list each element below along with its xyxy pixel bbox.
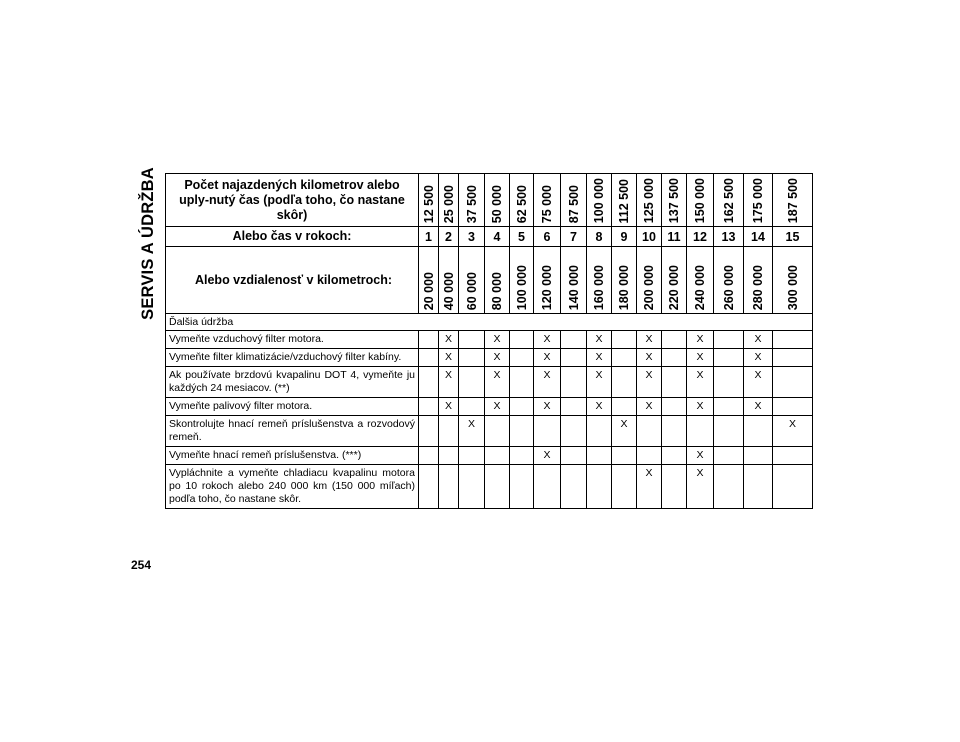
interval-mark-cell: [714, 465, 744, 509]
year-cell: 13: [714, 227, 744, 247]
interval-mark-cell: [561, 367, 587, 398]
page-number: 254: [131, 558, 152, 572]
interval-mark-cell: [510, 416, 534, 447]
km-header-cell: [773, 247, 813, 314]
table-row: [166, 331, 813, 349]
interval-mark-cell: [419, 465, 439, 509]
interval-mark-cell: [510, 367, 534, 398]
mileage-header-cell: [459, 174, 485, 227]
interval-mark-cell: [612, 398, 637, 416]
interval-mark-cell: [714, 331, 744, 349]
interval-mark-cell: [459, 465, 485, 509]
interval-mark-cell: [459, 367, 485, 398]
km-header-cell: [439, 247, 459, 314]
interval-mark-cell: [419, 416, 439, 447]
interval-mark-cell: [419, 398, 439, 416]
interval-mark-cell: [612, 331, 637, 349]
interval-mark-cell: [587, 447, 612, 465]
km-row: [166, 247, 813, 314]
interval-mark-cell: [662, 331, 687, 349]
interval-mark-cell: [612, 447, 637, 465]
interval-mark-cell: X: [534, 447, 561, 465]
km-value: 220 000: [667, 264, 681, 310]
mileage-value: 37 500: [464, 184, 479, 223]
km-value: 280 000: [751, 264, 765, 310]
mileage-header-cell: [687, 174, 714, 227]
task-description: Vymeňte hnací remeň príslušenstva. (***): [166, 447, 419, 465]
mileage-header-cell: [510, 174, 534, 227]
interval-mark-cell: [439, 465, 459, 509]
interval-mark-cell: [773, 349, 813, 367]
interval-mark-cell: X: [587, 331, 612, 349]
year-cell: 3: [459, 227, 485, 247]
interval-mark-cell: [510, 447, 534, 465]
km-label: Alebo vzdialenosť v kilometroch:: [166, 247, 419, 314]
interval-mark-cell: [561, 465, 587, 509]
side-title-text: SERVIS A ÚDRŽBA: [138, 166, 157, 320]
task-description: Skontrolujte hnací remeň príslušenstva a rozvodový remeň.: [166, 416, 419, 447]
interval-mark-cell: [773, 367, 813, 398]
km-value: 180 000: [617, 264, 631, 310]
interval-mark-cell: X: [637, 331, 662, 349]
km-header-cell: [714, 247, 744, 314]
year-cell: 8: [587, 227, 612, 247]
task-description: Vymeňte vzduchový filter motora.: [166, 331, 419, 349]
year-cell: 5: [510, 227, 534, 247]
interval-mark-cell: [714, 447, 744, 465]
interval-mark-cell: X: [485, 331, 510, 349]
mileage-value: 50 000: [490, 184, 504, 223]
mileage-value: 125 000: [642, 177, 656, 223]
year-cell: 6: [534, 227, 561, 247]
interval-mark-cell: [439, 416, 459, 447]
table-row: [166, 349, 813, 367]
table-row: [166, 416, 813, 447]
interval-mark-cell: X: [587, 398, 612, 416]
interval-mark-cell: [714, 398, 744, 416]
interval-mark-cell: [662, 349, 687, 367]
interval-mark-cell: [744, 447, 773, 465]
interval-mark-cell: X: [612, 416, 637, 447]
interval-mark-cell: [744, 416, 773, 447]
interval-mark-cell: X: [637, 465, 662, 509]
year-cell: 1: [419, 227, 439, 247]
km-value: 160 000: [592, 264, 606, 310]
interval-mark-cell: X: [687, 447, 714, 465]
km-value: 240 000: [693, 264, 707, 310]
interval-mark-cell: X: [744, 349, 773, 367]
mileage-header-cell: [637, 174, 662, 227]
interval-mark-cell: X: [439, 331, 459, 349]
mileage-value: 75 000: [540, 184, 554, 223]
km-header-cell: [485, 247, 510, 314]
interval-mark-cell: [485, 447, 510, 465]
km-value: 120 000: [540, 264, 554, 310]
year-cell: 15: [773, 227, 813, 247]
km-header-cell: [587, 247, 612, 314]
km-header-cell: [459, 247, 485, 314]
interval-mark-cell: [744, 465, 773, 509]
interval-mark-cell: [662, 447, 687, 465]
interval-mark-cell: [587, 465, 612, 509]
mileage-value: 162 500: [721, 177, 736, 223]
interval-mark-cell: [561, 416, 587, 447]
interval-mark-cell: [510, 349, 534, 367]
mileage-value: 62 500: [514, 184, 529, 223]
task-description: Vymeňte palivový filter motora.: [166, 398, 419, 416]
interval-mark-cell: [534, 465, 561, 509]
interval-mark-cell: X: [459, 416, 485, 447]
interval-mark-cell: [439, 447, 459, 465]
interval-mark-cell: [561, 331, 587, 349]
years-label: Alebo čas v rokoch:: [166, 227, 419, 247]
interval-mark-cell: X: [587, 367, 612, 398]
year-cell: 2: [439, 227, 459, 247]
km-value: 300 000: [785, 264, 800, 310]
mileage-header-cell: [587, 174, 612, 227]
mileage-value: 87 500: [566, 184, 581, 223]
interval-mark-cell: [459, 398, 485, 416]
interval-mark-cell: X: [485, 367, 510, 398]
interval-mark-cell: [687, 416, 714, 447]
section-row: [166, 314, 813, 331]
interval-mark-cell: [637, 416, 662, 447]
section-side-title: [133, 166, 163, 320]
interval-mark-cell: X: [744, 398, 773, 416]
interval-mark-cell: [662, 416, 687, 447]
mileage-header-cell: [714, 174, 744, 227]
km-value: 20 000: [421, 271, 436, 310]
interval-mark-cell: [419, 447, 439, 465]
mileage-header-row: [166, 174, 813, 227]
interval-mark-cell: X: [744, 367, 773, 398]
mileage-value: 150 000: [693, 177, 707, 223]
interval-mark-cell: [662, 465, 687, 509]
mileage-header-cell: [439, 174, 459, 227]
km-value: 60 000: [464, 271, 479, 310]
interval-mark-cell: [561, 349, 587, 367]
mileage-value: 25 000: [441, 184, 456, 223]
interval-mark-cell: X: [534, 398, 561, 416]
km-value: 80 000: [490, 271, 504, 310]
interval-mark-cell: [561, 447, 587, 465]
mileage-value: 12 500: [421, 184, 436, 223]
km-header-cell: [612, 247, 637, 314]
interval-mark-cell: [510, 465, 534, 509]
km-value: 40 000: [441, 271, 456, 310]
mileage-header-cell: [612, 174, 637, 227]
interval-mark-cell: [419, 367, 439, 398]
interval-mark-cell: [419, 349, 439, 367]
km-value: 140 000: [566, 264, 581, 310]
mileage-value: 137 500: [667, 177, 681, 223]
interval-mark-cell: X: [687, 349, 714, 367]
maintenance-schedule-table: [165, 173, 813, 509]
mileage-header-cell: [773, 174, 813, 227]
interval-mark-cell: [714, 349, 744, 367]
interval-mark-cell: X: [534, 349, 561, 367]
year-cell: 4: [485, 227, 510, 247]
mileage-value: 175 000: [751, 177, 765, 223]
interval-mark-cell: [773, 398, 813, 416]
interval-mark-cell: X: [687, 398, 714, 416]
year-cell: 9: [612, 227, 637, 247]
mileage-header-cell: [561, 174, 587, 227]
interval-mark-cell: [561, 398, 587, 416]
interval-mark-cell: [459, 331, 485, 349]
interval-mark-cell: [485, 465, 510, 509]
mileage-value: 100 000: [592, 177, 606, 223]
year-cell: 14: [744, 227, 773, 247]
mileage-header-cell: [419, 174, 439, 227]
km-value: 100 000: [514, 264, 529, 310]
table-row: [166, 465, 813, 509]
mileage-header-cell: [485, 174, 510, 227]
interval-mark-cell: [662, 398, 687, 416]
years-row: [166, 227, 813, 247]
interval-mark-cell: [714, 367, 744, 398]
interval-mark-cell: X: [534, 367, 561, 398]
interval-mark-cell: X: [637, 349, 662, 367]
interval-mark-cell: [662, 367, 687, 398]
interval-mark-cell: [587, 416, 612, 447]
year-cell: 12: [687, 227, 714, 247]
interval-mark-cell: [612, 349, 637, 367]
mileage-header-label: Počet najazdených kilometrov alebo uply-nutý čas (podľa toho, čo nastane skôr): [166, 174, 419, 227]
interval-mark-cell: X: [485, 398, 510, 416]
interval-mark-cell: X: [587, 349, 612, 367]
km-header-cell: [662, 247, 687, 314]
interval-mark-cell: [637, 447, 662, 465]
km-header-cell: [637, 247, 662, 314]
interval-mark-cell: X: [687, 465, 714, 509]
interval-mark-cell: X: [439, 367, 459, 398]
interval-mark-cell: [459, 349, 485, 367]
km-value: 260 000: [721, 264, 736, 310]
km-header-cell: [510, 247, 534, 314]
table-row: [166, 447, 813, 465]
year-cell: 11: [662, 227, 687, 247]
interval-mark-cell: [459, 447, 485, 465]
interval-mark-cell: [485, 416, 510, 447]
interval-mark-cell: X: [637, 398, 662, 416]
mileage-header-cell: [744, 174, 773, 227]
km-header-cell: [534, 247, 561, 314]
interval-mark-cell: [510, 331, 534, 349]
interval-mark-cell: [773, 447, 813, 465]
km-value: 200 000: [642, 264, 656, 310]
year-cell: 7: [561, 227, 587, 247]
interval-mark-cell: [612, 367, 637, 398]
interval-mark-cell: X: [687, 331, 714, 349]
mileage-value: 112 500: [617, 178, 631, 223]
interval-mark-cell: X: [485, 349, 510, 367]
km-header-cell: [419, 247, 439, 314]
task-description: Vymeňte filter klimatizácie/vzduchový filter kabíny.: [166, 349, 419, 367]
interval-mark-cell: X: [439, 349, 459, 367]
km-header-cell: [744, 247, 773, 314]
interval-mark-cell: X: [744, 331, 773, 349]
interval-mark-cell: X: [687, 367, 714, 398]
km-header-cell: [687, 247, 714, 314]
interval-mark-cell: X: [439, 398, 459, 416]
interval-mark-cell: [534, 416, 561, 447]
interval-mark-cell: [612, 465, 637, 509]
interval-mark-cell: X: [637, 367, 662, 398]
interval-mark-cell: X: [534, 331, 561, 349]
interval-mark-cell: [714, 416, 744, 447]
mileage-header-cell: [534, 174, 561, 227]
table-row: [166, 367, 813, 398]
interval-mark-cell: [773, 465, 813, 509]
year-cell: 10: [637, 227, 662, 247]
interval-mark-cell: [510, 398, 534, 416]
km-header-cell: [561, 247, 587, 314]
mileage-value: 187 500: [785, 177, 800, 223]
interval-mark-cell: X: [773, 416, 813, 447]
table-row: [166, 398, 813, 416]
task-description: Vypláchnite a vymeňte chladiacu kvapalinu motora po 10 rokoch alebo 240 000 km (150 000 míľach) podľa toho, čo nastane skôr.: [166, 465, 419, 509]
mileage-header-cell: [662, 174, 687, 227]
task-description: Ak používate brzdovú kvapalinu DOT 4, vymeňte ju každých 24 mesiacov. (**): [166, 367, 419, 398]
interval-mark-cell: [773, 331, 813, 349]
interval-mark-cell: [419, 331, 439, 349]
section-title: Ďalšia údržba: [166, 314, 813, 331]
